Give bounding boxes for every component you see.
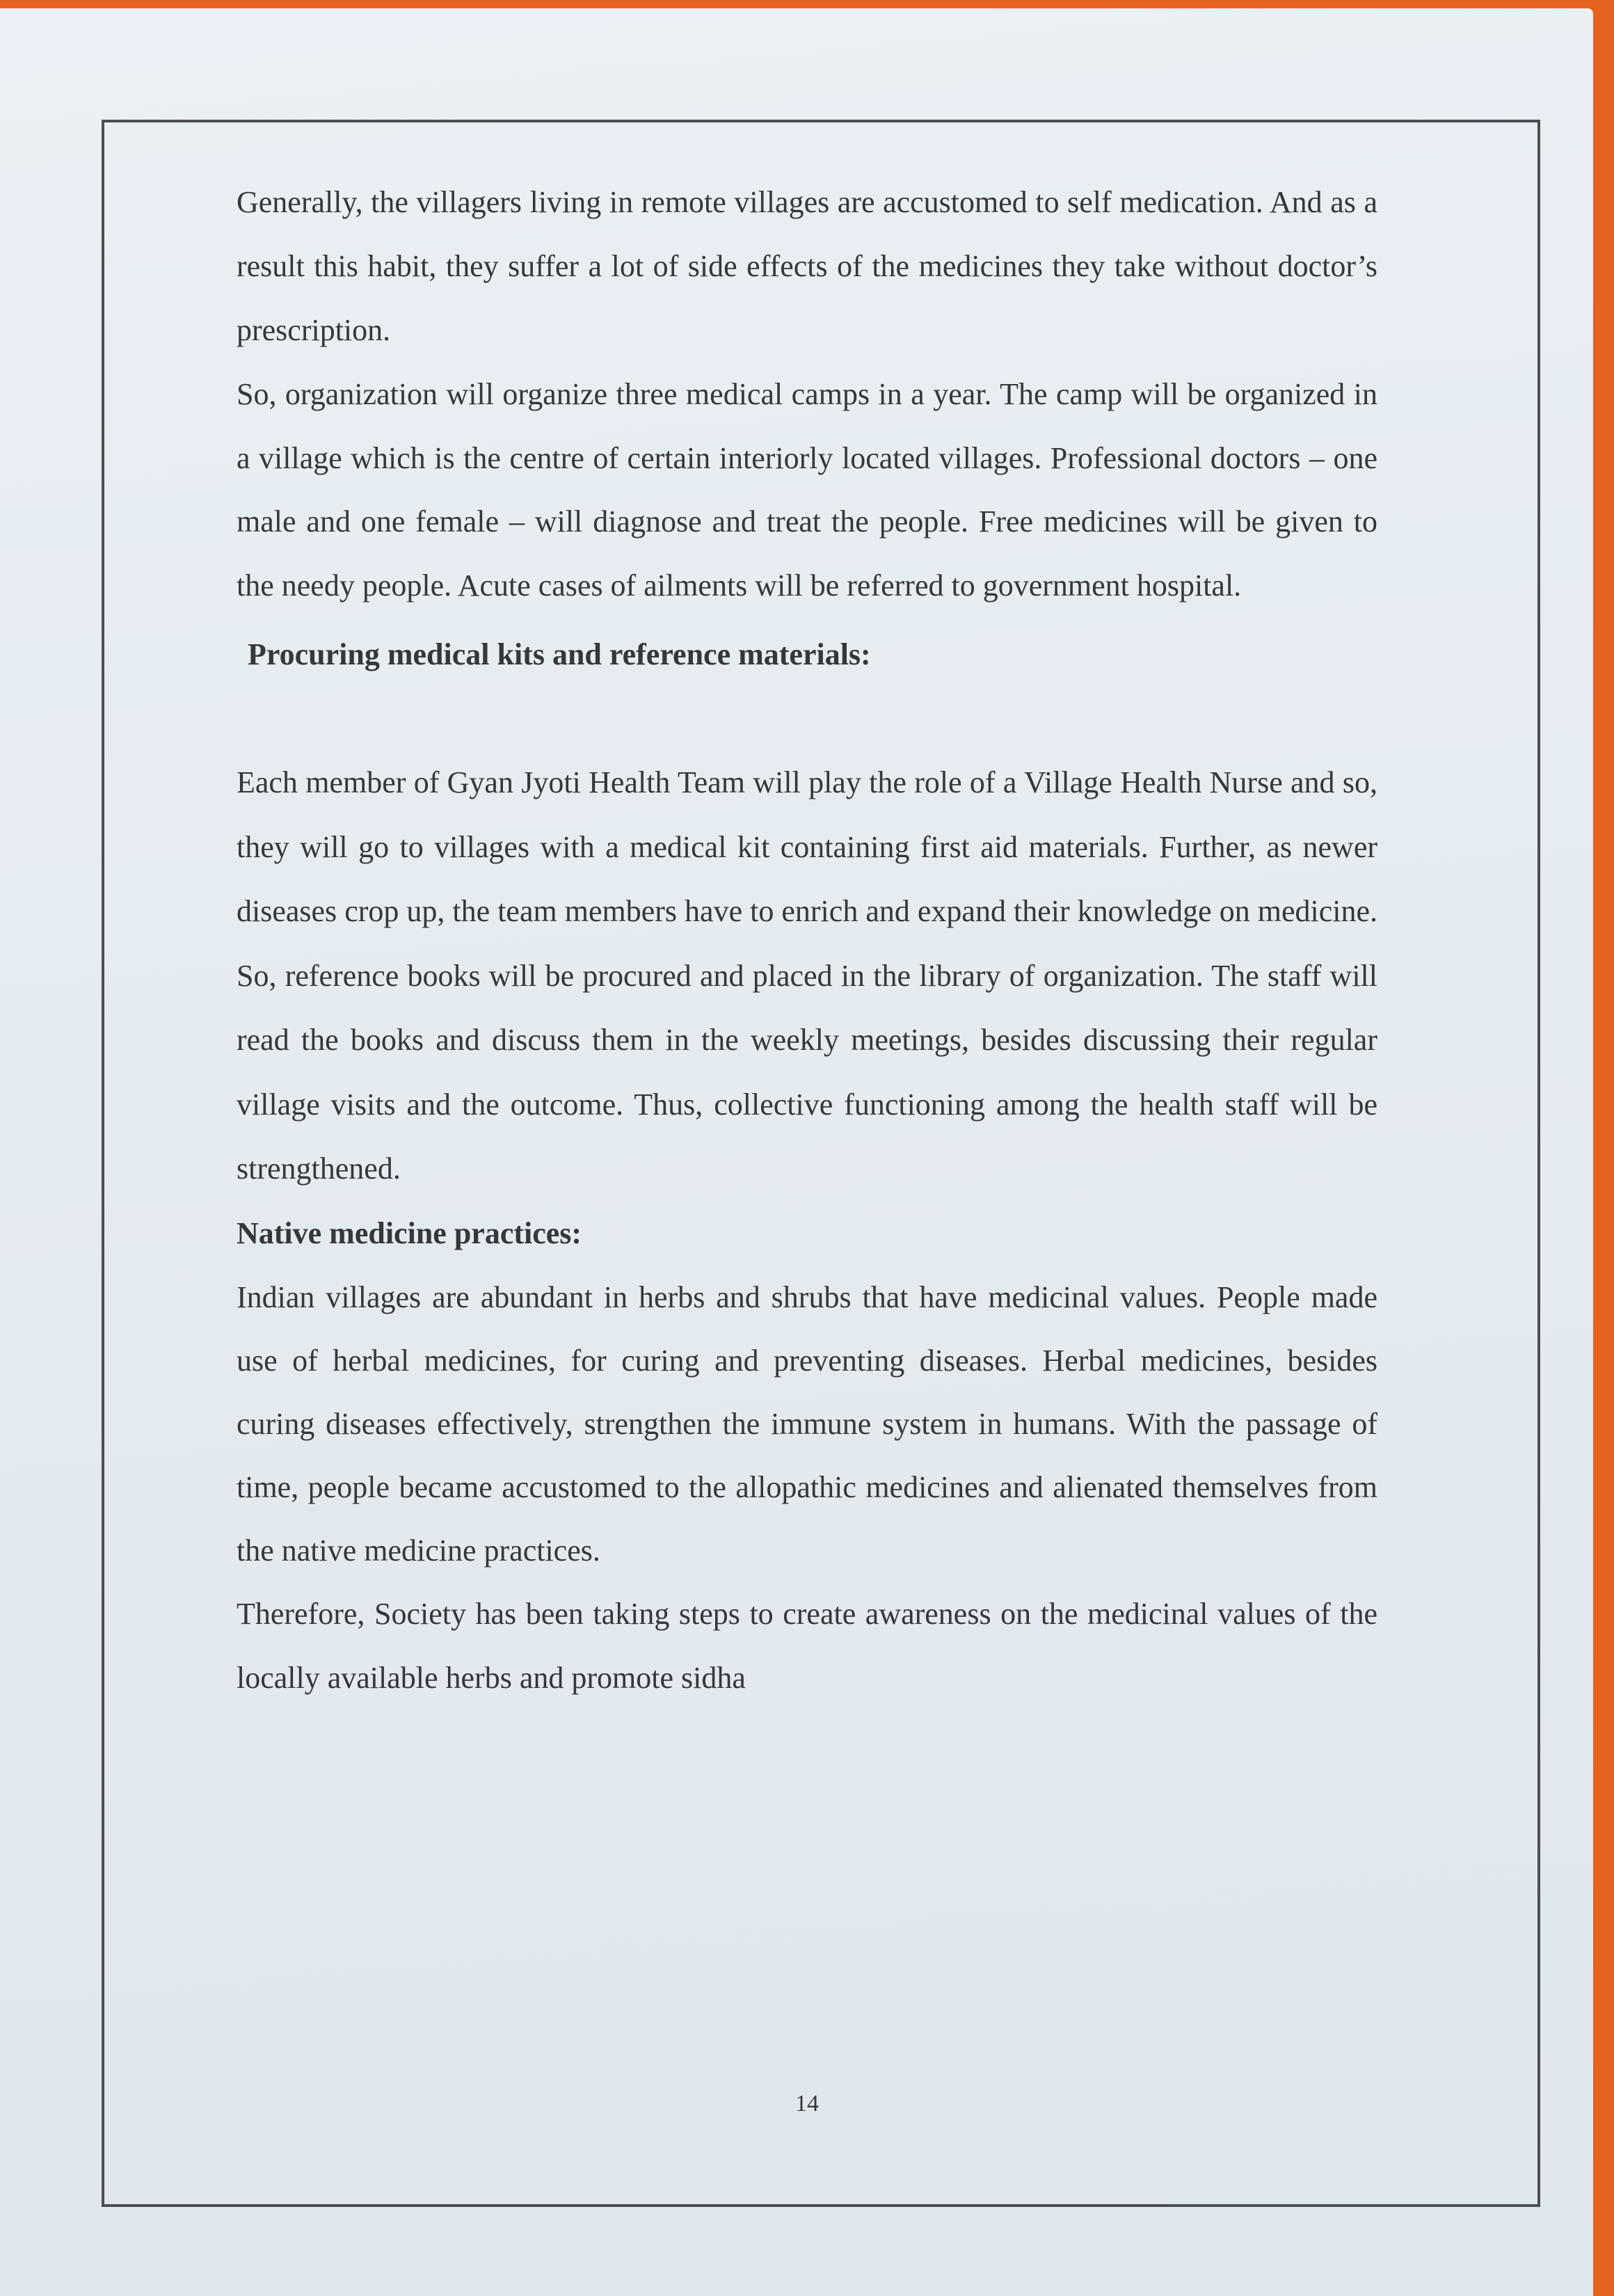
paragraph-medical-camps: So, organization will organize three medical camps in a year. The camp will be organized in a village which is the centre of certain interiorly located villages. Professional doctors – one male and one female – will diagnose and treat the people. Free medicines will be given to the needy people. Acute cases of ailments will be referred to government hospital. [237, 377, 1377, 603]
heading-native-medicine: Native medicine practices: [237, 1215, 582, 1250]
spacer [237, 687, 1377, 751]
page-content [237, 170, 1377, 1710]
paragraph-self-medication: Generally, the villagers living in remote villages are accustomed to self medication. And as a result this habit, they suffer a lot of side effects of the medicines they take without doctor’s prescription. [237, 185, 1377, 347]
paragraph-health-team: Each member of Gyan Jyoti Health Team will play the role of a Village Health Nurse and so, they will go to villages with a medical kit containing first aid materials. Further, as newer diseases crop up, the team members have to enrich and expand their knowledge on medicine. So, reference books will be procured and placed in the library of organization. The staff will read the books and discuss them in the weekly meetings, besides discussing their regular village visits and the outcome. Thus, collective functioning among the health staff will be strengthened. [237, 765, 1377, 1186]
paragraph-herbs: Indian villages are abundant in herbs and shrubs that have medicinal values. People made use of herbal medicines, for curing and preventing diseases. Herbal medicines, besides curing diseases effectively, strengthen the immune system in humans. With the passage of time, people became accustomed to the allopathic medicines and alienated themselves from the native medicine practices. [237, 1279, 1377, 1568]
page-number: 14 [795, 2091, 819, 2116]
heading-medical-kits: Procuring medical kits and reference materials: [248, 637, 871, 671]
paragraph-awareness: Therefore, Society has been taking steps to create awareness on the medicinal values of the locally available herbs and promote sidha [237, 1596, 1377, 1695]
